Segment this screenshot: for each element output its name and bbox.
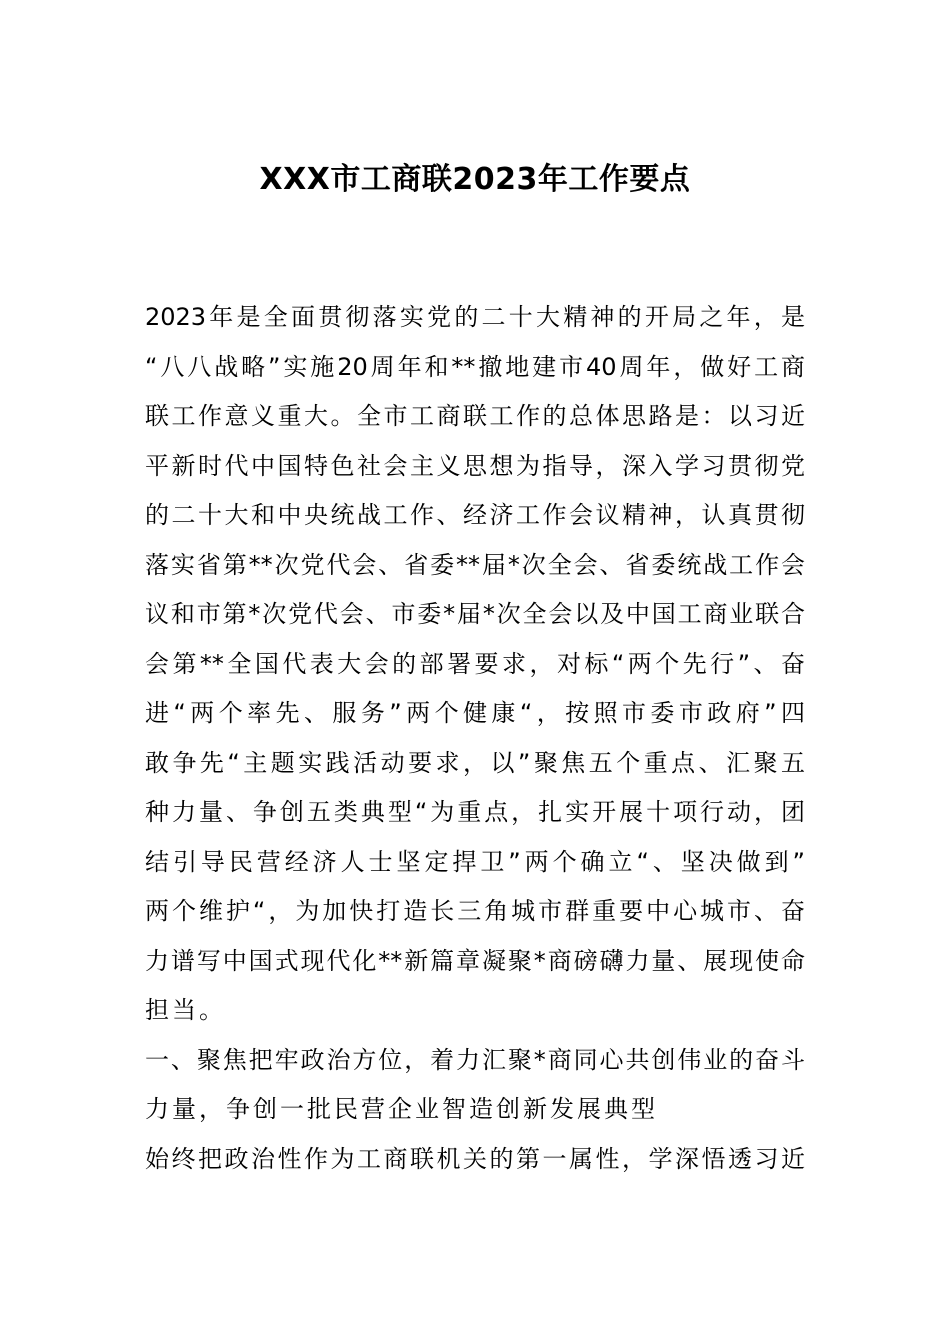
body-line: 联工作意义重大。全市工商联工作的总体思路是：以习近 — [145, 402, 805, 430]
body-line: 平新时代中国特色社会主义思想为指导，深入学习贯彻党 — [145, 451, 805, 480]
section-heading-line: 力量，争创一批民营企业智造创新发展典型 — [145, 1095, 658, 1123]
body-line: 担当。 — [145, 996, 226, 1024]
body-line: 议和市第*次党代会、市委*届*次全会以及中国工商业联合 — [145, 600, 805, 628]
document-body — [145, 293, 805, 1184]
body-line: 的二十大和中央统战工作、经济工作会议精神，认真贯彻 — [145, 501, 805, 529]
body-line: 力谱写中国式现代化**新篇章凝聚*商磅礴力量、展现使命 — [145, 946, 805, 975]
body-line: 会第**全国代表大会的部署要求，对标“两个先行”、奋 — [145, 649, 805, 678]
body-line: 落实省第**次党代会、省委**届*次全会、省委统战工作会 — [145, 550, 805, 579]
section-heading-line: 一、聚焦把牢政治方位，着力汇聚*商同心共创伟业的奋斗 — [145, 1045, 805, 1074]
body-line: 进“两个率先、服务”两个健康“，按照市委市政府”四 — [145, 699, 805, 727]
body-line: 始终把政治性作为工商联机关的第一属性，学深悟透习近 — [145, 1144, 805, 1173]
body-line: 两个维护“，为加快打造长三角城市群重要中心城市、奋 — [145, 897, 805, 925]
body-line: 敢争先“主题实践活动要求，以”聚焦五个重点、汇聚五 — [145, 748, 805, 777]
body-line: 结引导民营经济人士坚定捍卫”两个确立“、坚决做到” — [145, 847, 805, 876]
body-line: 2023年是全面贯彻落实党的二十大精神的开局之年，是 — [145, 303, 805, 331]
page-title: XXX市工商联2023年工作要点 — [259, 162, 691, 197]
body-line: “八八战略”实施20周年和**撤地建市40周年，做好工商 — [145, 352, 805, 381]
body-line: 种力量、争创五类典型“为重点，扎实开展十项行动，团 — [145, 798, 805, 826]
